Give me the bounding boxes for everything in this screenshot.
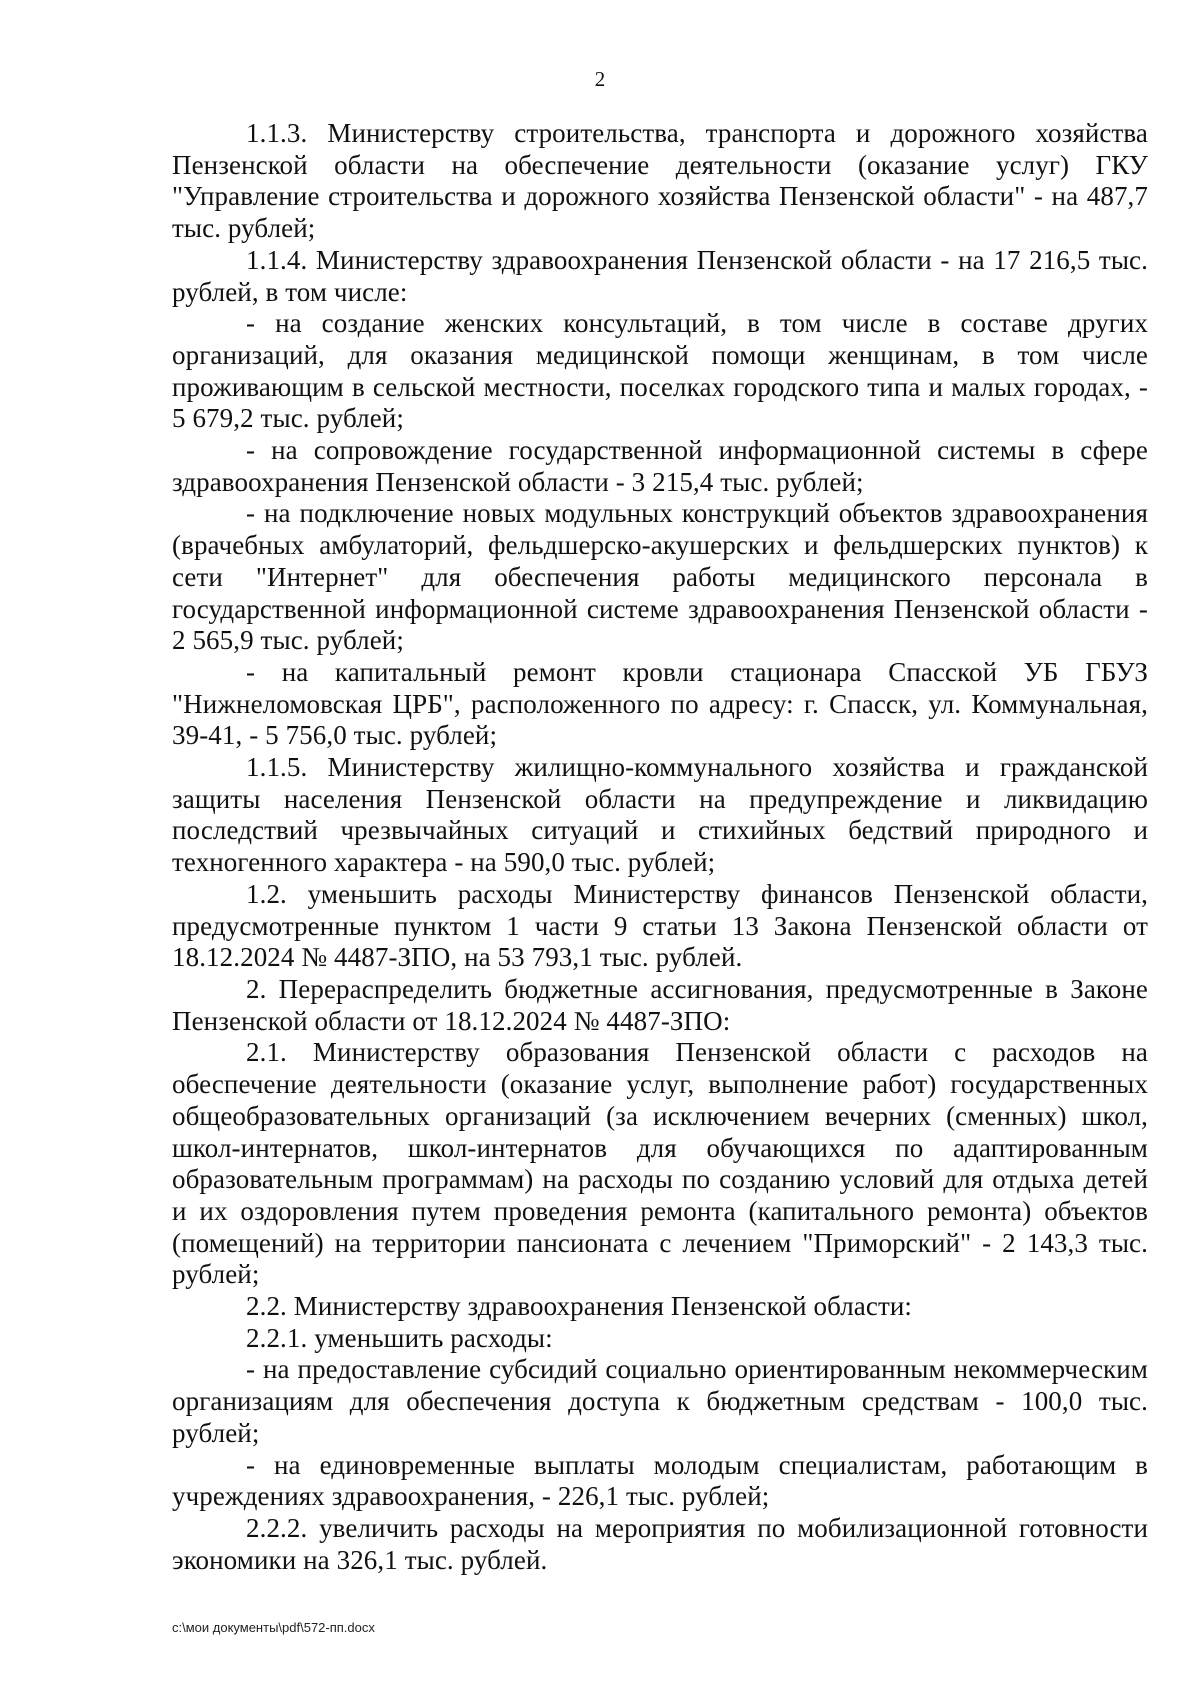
paragraph-1-1-3: 1.1.3. Министерству строительства, транспорта и дорожного хозяйства Пензенской области на обеспечение деятельности (оказание услуг) ГКУ "Управление строительства и дорожного хозяйства Пензенской области" - на 487,7 тыс. рублей; (172, 118, 1148, 244)
list-item-info-system-support: - на сопровождение государственной информационной системы в сфере здравоохранения Пензенской области - 3 215,4 тыс. рублей; (172, 435, 1148, 497)
paragraph-2-2-2: 2.2.2. увеличить расходы на мероприятия по мобилизационной готовности экономики на 326,1 тыс. рублей. (172, 1512, 1148, 1575)
footer-file-path: c:\мои документы\pdf\572-пп.docx (172, 1620, 375, 1635)
list-item-roof-repair: - на капитальный ремонт кровли стационара Спасской УБ ГБУЗ "Нижнеломовская ЦРБ", расположенного по адресу: г. Спасск, ул. Коммунальная, 39-41, - 5 756,0 тыс. рублей; (172, 656, 1148, 751)
paragraph-1-1-5: 1.1.5. Министерству жилищно-коммунального хозяйства и гражданской защиты населения Пензенской области на предупреждение и ликвидацию последствий чрезвычайных ситуаций и стихийных бедствий природного и техногенного характера - на 590,0 тыс. рублей; (172, 752, 1148, 878)
paragraph-2-2-1: 2.2.1. уменьшить расходы: (246, 1322, 553, 1353)
paragraph-2-1: 2.1. Министерству образования Пензенской области с расходов на обеспечение деятельности (оказание услуг, выполнение работ) государственных общеобразовательных организаций (за исключением вечерних (сменных) школ, школ-интернатов, школ-интернатов для обучающихся по адаптированным образовательным программам) на расходы по созданию условий для отдыха детей и их оздоровления путем проведения ремонта (капитального ремонта) объектов (помещений) на территории пансионата с лечением "Приморский" - 2 143,3 тыс. рублей; (172, 1037, 1148, 1290)
paragraph-2: 2. Перераспределить бюджетные ассигнования, предусмотренные в Законе Пензенской области от 18.12.2024 № 4487-ЗПО: (172, 973, 1148, 1036)
page-number: 2 (594, 67, 606, 91)
paragraph-1-2: 1.2. уменьшить расходы Министерству финансов Пензенской области, предусмотренные пунктом 1 части 9 статьи 13 Закона Пензенской области от 18.12.2024 № 4487-ЗПО, на 53 793,1 тыс. рублей. (172, 878, 1148, 973)
list-item-womens-consultations: - на создание женских консультаций, в том числе в составе других организаций, для оказания медицинской помощи женщинам, в том числе проживающим в сельской местности, поселках городского типа и малых городах, - 5 679,2 тыс. рублей; (172, 308, 1148, 434)
paragraph-1-1-4: 1.1.4. Министерству здравоохранения Пензенской области - на 17 216,5 тыс. рублей, в том числе: (172, 244, 1148, 307)
list-item-young-specialists: - на единовременные выплаты молодым специалистам, работающим в учреждениях здравоохранения, - 226,1 тыс. рублей; (172, 1449, 1148, 1512)
paragraph-2-2: 2.2. Министерству здравоохранения Пензенской области: (246, 1291, 913, 1322)
document-body (172, 118, 1148, 1576)
list-item-internet-connection: - на подключение новых модульных конструкций объектов здравоохранения (врачебных амбулаторий, фельдшерско-акушерских и фельдшерских пунктов) к сети "Интернет" для обеспечения работы медицинского персонала в государственной информационной системе здравоохранения Пензенской области - 2 565,9 тыс. рублей; (172, 498, 1148, 656)
list-item-nko-subsidies: - на предоставление субсидий социально ориентированным некоммерческим организациям для обеспечения доступа к бюджетным средствам - 100,0 тыс. рублей; (172, 1354, 1148, 1448)
